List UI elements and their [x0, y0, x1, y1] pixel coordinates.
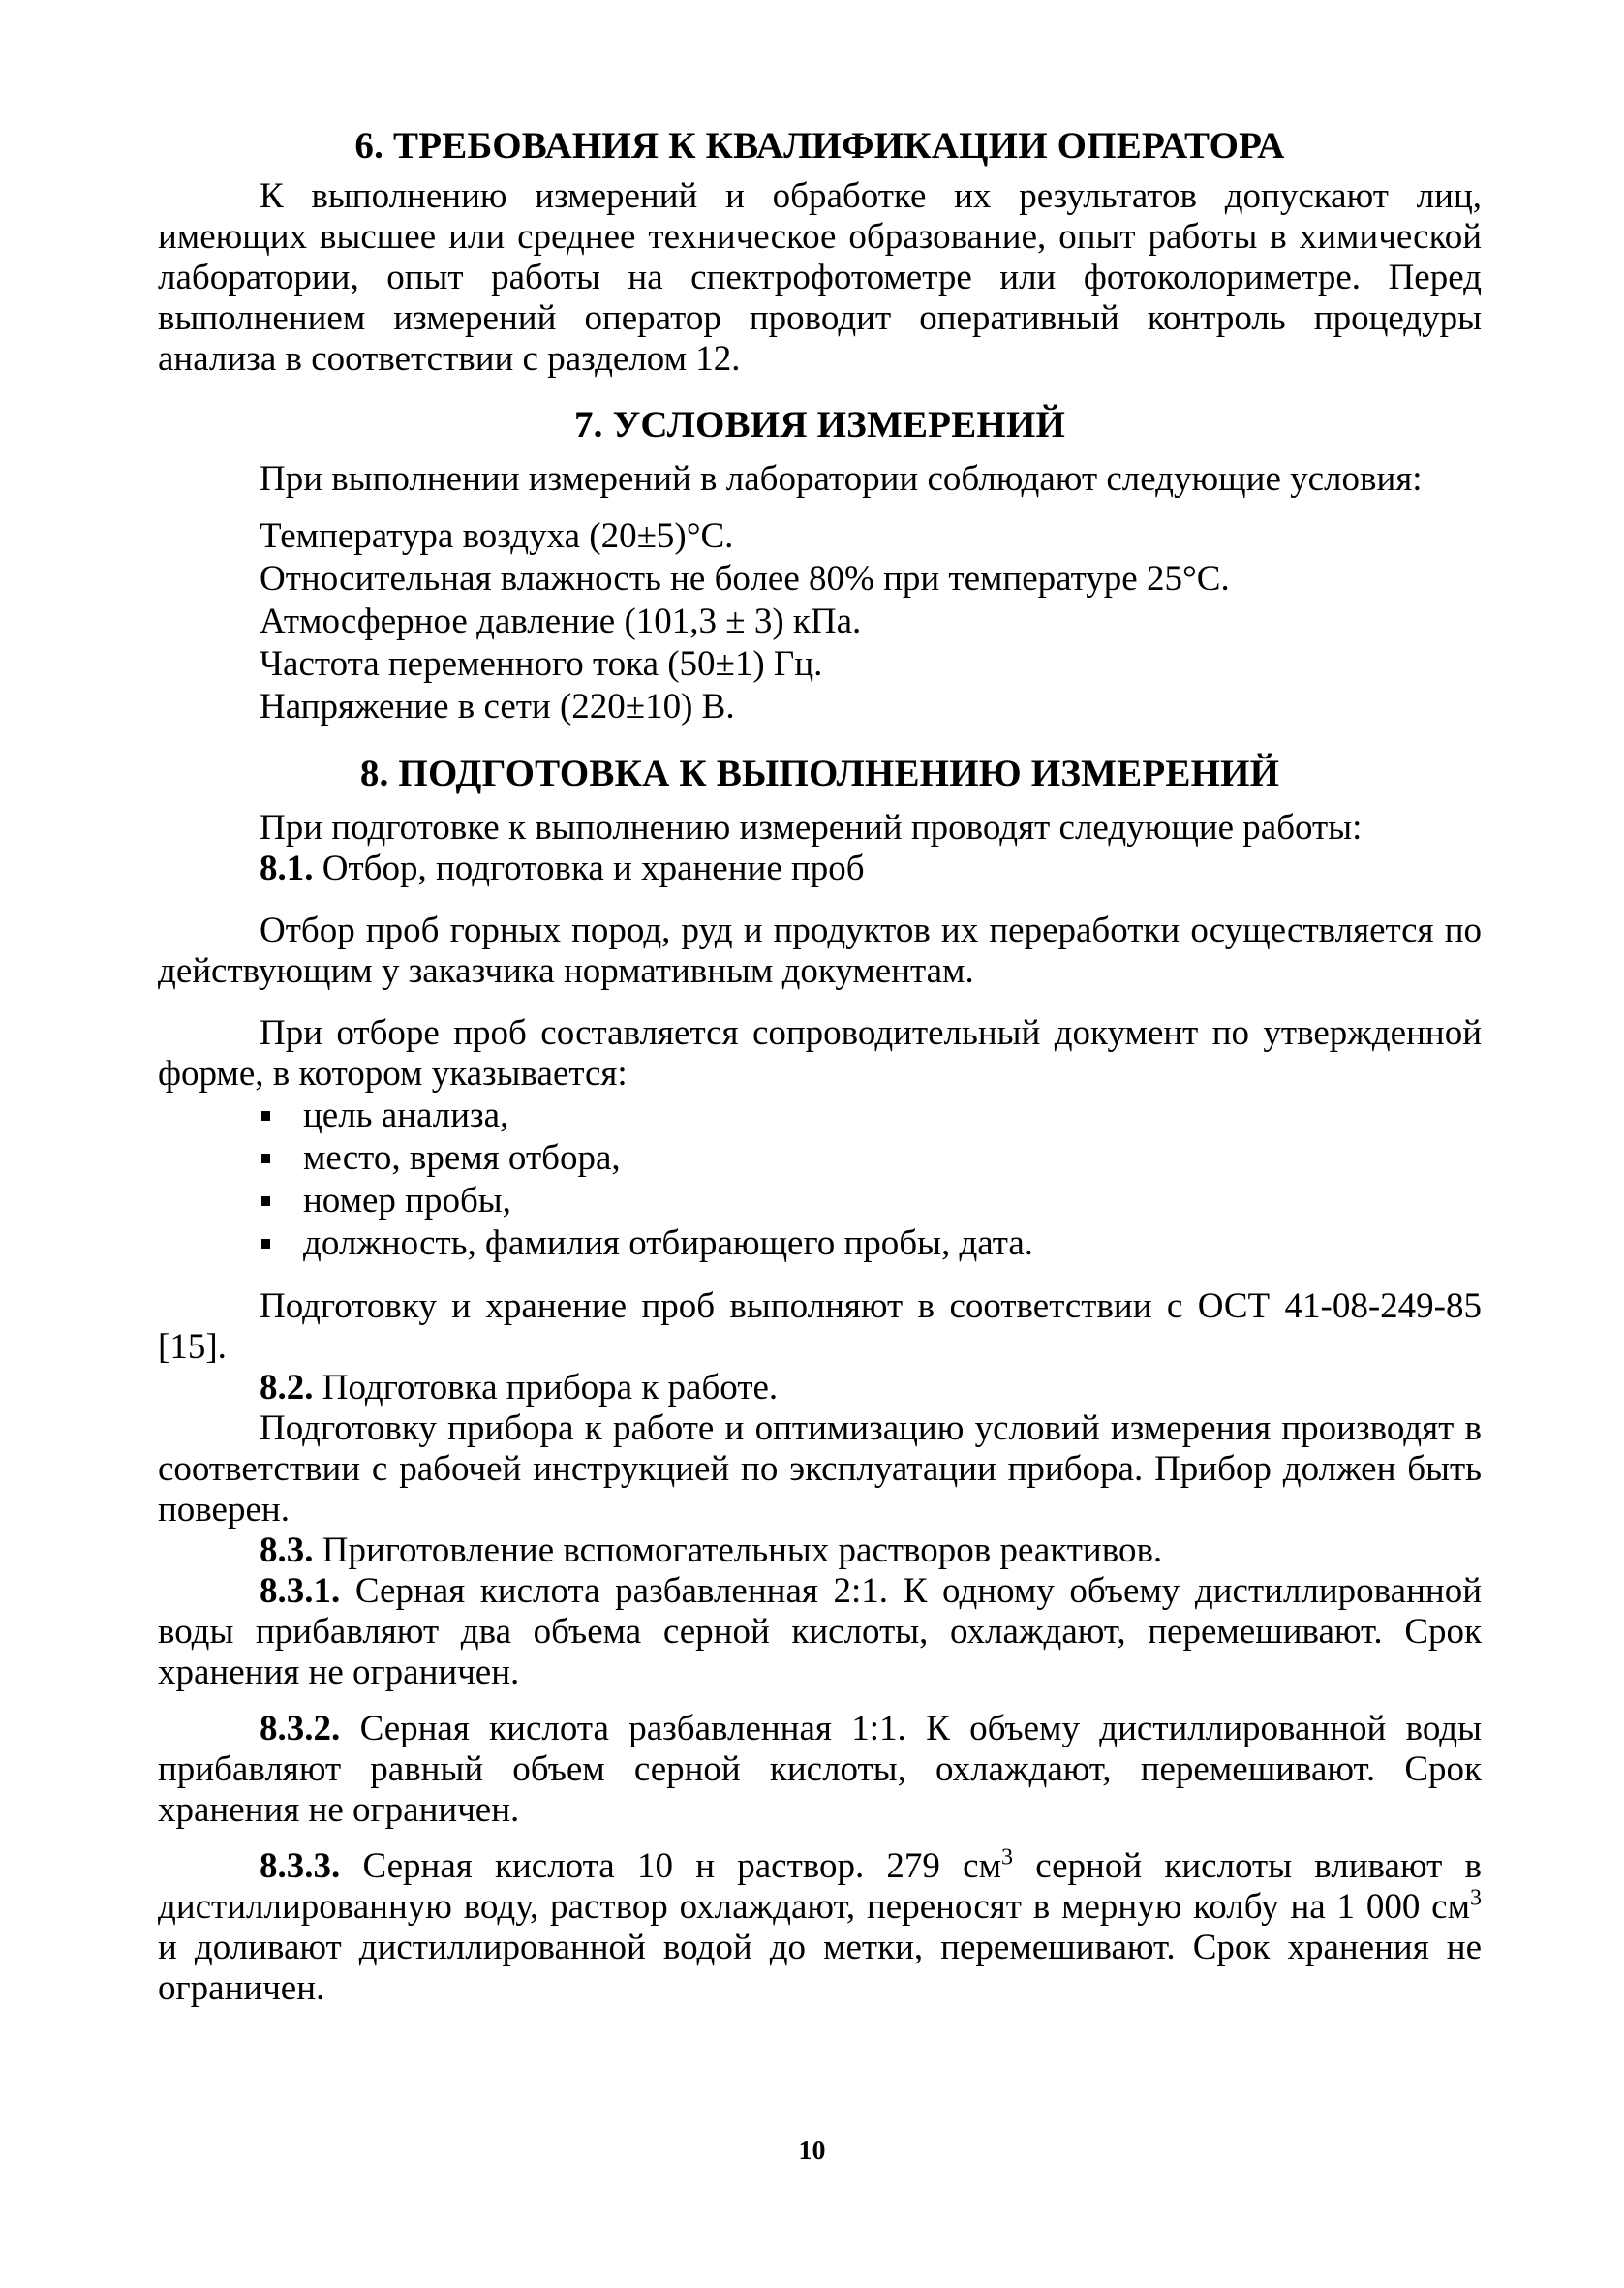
list-item-text: место, время отбора, [303, 1138, 621, 1178]
section-8-heading: 8. ПОДГОТОВКА К ВЫПОЛНЕНИЮ ИЗМЕРЕНИЙ [359, 753, 1280, 794]
subsection-text: Серная кислота 10 н раствор. 279 см [340, 1846, 1002, 1886]
subsection-text: и доливают дистиллированной водой до метки, перемешивают. Срок хранения не ограничен. [158, 1928, 1482, 2008]
subsection-text: серной кислоты вливают в дистиллированную воду, раствор охлаждают, переносят в мерную колбу на 1 000 см [158, 1846, 1482, 1927]
page-number: 10 [798, 2136, 826, 2166]
list-item-text: номер пробы, [303, 1181, 511, 1221]
condition-item: Частота переменного тока (50±1) Гц. [260, 644, 823, 684]
subsection-title: Подготовка прибора к работе. [313, 1368, 779, 1407]
subsection-number: 8.3.3. [260, 1846, 341, 1886]
condition-item: Атмосферное давление (101,3 ± 3) кПа. [260, 602, 862, 641]
condition-item: Температура воздуха (20±5)°С. [260, 516, 734, 556]
subsection-8-3-3 [158, 1846, 1482, 2009]
section-7-heading: 7. УСЛОВИЯ ИЗМЕРЕНИЙ [573, 404, 1066, 446]
list-item [260, 1180, 1482, 1222]
conditions-list [158, 515, 1482, 728]
section-7-intro: При выполнении измерений в лаборатории соблюдают следующие условия: [260, 459, 1423, 499]
bullet-icon [261, 1196, 270, 1206]
list-item-text: должность, фамилия отбирающего пробы, дата. [303, 1223, 1034, 1263]
bullet-icon [261, 1154, 270, 1163]
subsection-8-3-title [158, 1530, 1482, 1571]
page-content [158, 122, 1482, 2009]
subsection-number: 8.3.2. [260, 1709, 341, 1748]
section-8-intro: При подготовке к выполнению измерений проводят следующие работы: [260, 808, 1363, 848]
subsection-8-3-1 [158, 1571, 1482, 1693]
instrument-preparation-paragraph: Подготовку прибора к работе и оптимизацию условий измерения производят в соответствии с рабочей инструкцией по эксплуатации прибора. Прибор должен быть поверен. [158, 1408, 1482, 1530]
section-6-text: К выполнению измерений и обработке их результатов допускают лиц, имеющих высшее или среднее техническое образование, опыт работы в химической лаборатории, опыт работы на спектрофотометре или фотоколориметре. Перед выполнением измерений оператор проводит оперативный контроль процедуры анализа в соответствии с разделом 12. [158, 176, 1482, 379]
list-item [260, 1137, 1482, 1180]
subsection-text: Серная кислота разбавленная 2:1. К одному объему дистиллированной воды прибавляют два объема серной кислоты, охлаждают, перемешивают. Срок хранения не ограничен. [158, 1571, 1482, 1692]
list-item [260, 1222, 1482, 1265]
condition-item: Относительная влажность не более 80% при температуре 25°С. [260, 559, 1230, 599]
subsection-number: 8.2. [260, 1368, 314, 1407]
section-6-heading: 6. ТРЕБОВАНИЯ К КВАЛИФИКАЦИИ ОПЕРАТОРА [354, 125, 1285, 167]
subsection-number: 8.3. [260, 1530, 314, 1570]
bullet-icon [261, 1239, 270, 1249]
sample-storage-paragraph: Подготовку и хранение проб выполняют в соответствии с ОСТ 41-08-249-85 [15]. [158, 1286, 1482, 1367]
list-item-text: цель анализа, [303, 1096, 509, 1135]
subsection-text: Серная кислота разбавленная 1:1. К объему дистиллированной воды прибавляют равный объем серной кислоты, охлаждают, перемешивают. Срок хранения не ограничен. [158, 1709, 1482, 1830]
subsection-number: 8.1. [260, 849, 314, 888]
bullet-icon [261, 1111, 270, 1121]
subsection-8-3-2 [158, 1709, 1482, 1831]
subsection-8-2-title [158, 1368, 1482, 1408]
sampling-paragraph: Отбор проб горных пород, руд и продуктов их переработки осуществляется по действующим у заказчика нормативным документам. [158, 911, 1482, 991]
subsection-title: Приготовление вспомогательных растворов реактивов. [313, 1530, 1163, 1570]
superscript: 3 [1470, 1885, 1482, 1911]
subsection-8-1-title [158, 849, 1482, 889]
document-fields-list [158, 1095, 1482, 1265]
subsection-number: 8.3.1. [260, 1571, 341, 1611]
subsection-title: Отбор, подготовка и хранение проб [313, 849, 865, 888]
list-item [260, 1095, 1482, 1137]
superscript: 3 [1001, 1844, 1014, 1871]
condition-item: Напряжение в сети (220±10) В. [260, 687, 735, 727]
sampling-document-paragraph: При отборе проб составляется сопроводительный документ по утвержденной форме, в котором указывается: [158, 1013, 1482, 1094]
